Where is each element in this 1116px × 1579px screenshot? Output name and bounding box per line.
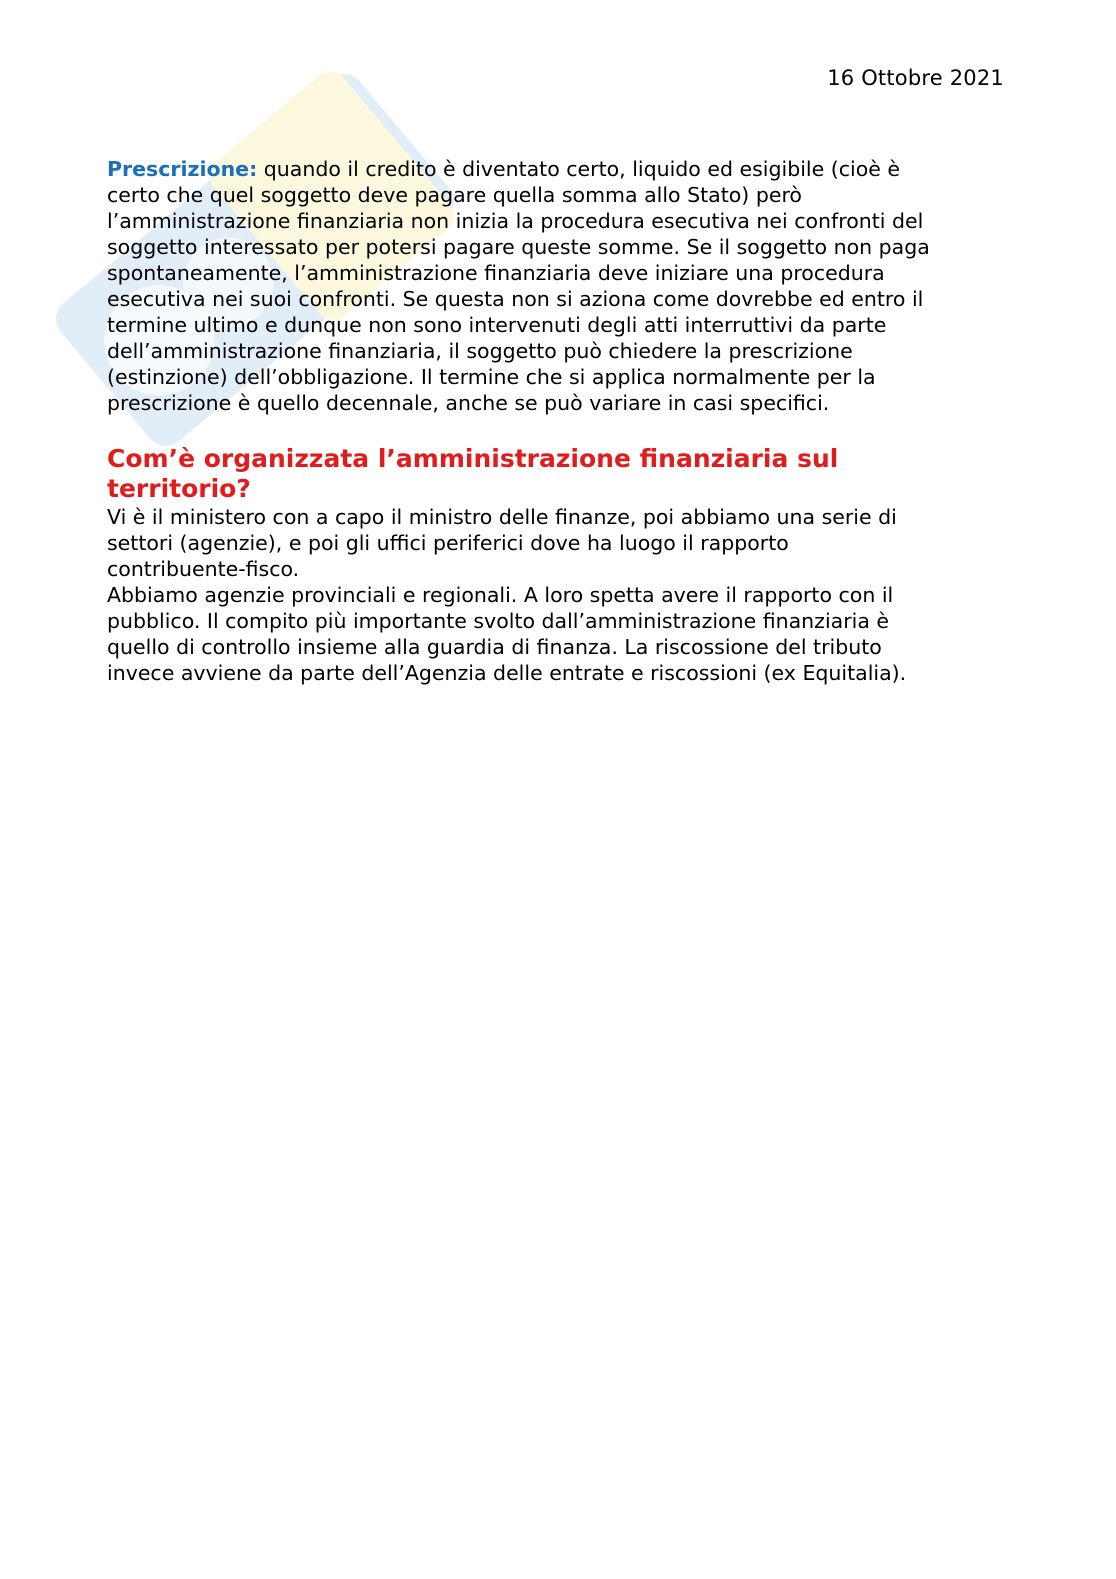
heading-line: territorio? [107,474,251,503]
paragraph-line: contribuente-fisco. [107,557,300,581]
paragraph-line: Vi è il ministero con a capo il ministro delle finanze, poi abbiamo una serie di [107,505,897,529]
paragraph-line: settori (agenzie), e poi gli uffici periferici dove ha luogo il rapporto [107,531,789,555]
paragraph-line: spontaneamente, l’amministrazione finanziaria deve iniziare una procedura [107,261,885,285]
prescrizione-paragraph [107,156,1007,416]
paragraph-line: esecutiva nei suoi confronti. Se questa non si aziona come dovrebbe ed entro il [107,287,924,311]
paragraph-line: prescrizione è quello decennale, anche se può variare in casi specifici. [107,391,830,415]
paragraph-line: pubblico. Il compito più importante svolto dall’amministrazione finanziaria è [107,609,890,633]
paragraph-line: (estinzione) dell’obbligazione. Il termine che si applica normalmente per la [107,365,876,389]
paragraph-line: invece avviene da parte dell’Agenzia delle entrate e riscossioni (ex Equitalia). [107,661,907,685]
heading-line: Com’è organizzata l’amministrazione finanziaria sul [107,444,839,473]
paragraph-line: quello di controllo insieme alla guardia di finanza. La riscossione del tributo [107,635,882,659]
section-heading [107,444,1007,504]
prescrizione-term: Prescrizione: [107,157,258,181]
document-body [107,156,1007,686]
organization-paragraph [107,504,1007,686]
paragraph-line: Abbiamo agenzie provinciali e regionali. A loro spetta avere il rapporto con il [107,583,894,607]
paragraph-line: certo che quel soggetto deve pagare quella somma allo Stato) però [107,183,802,207]
paragraph-line: termine ultimo e dunque non sono intervenuti degli atti interruttivi da parte [107,313,887,337]
paragraph-line: Prescrizione: quando il credito è diventato certo, liquido ed esigibile (cioè è [107,157,900,181]
paragraph-line: dell’amministrazione finanziaria, il soggetto può chiedere la prescrizione [107,339,853,363]
paragraph-line: l’amministrazione finanziaria non inizia la procedura esecutiva nei confronti del [107,209,924,233]
document-date: 16 Ottobre 2021 [827,66,1004,90]
paragraph-line: soggetto interessato per potersi pagare queste somme. Se il soggetto non paga [107,235,930,259]
